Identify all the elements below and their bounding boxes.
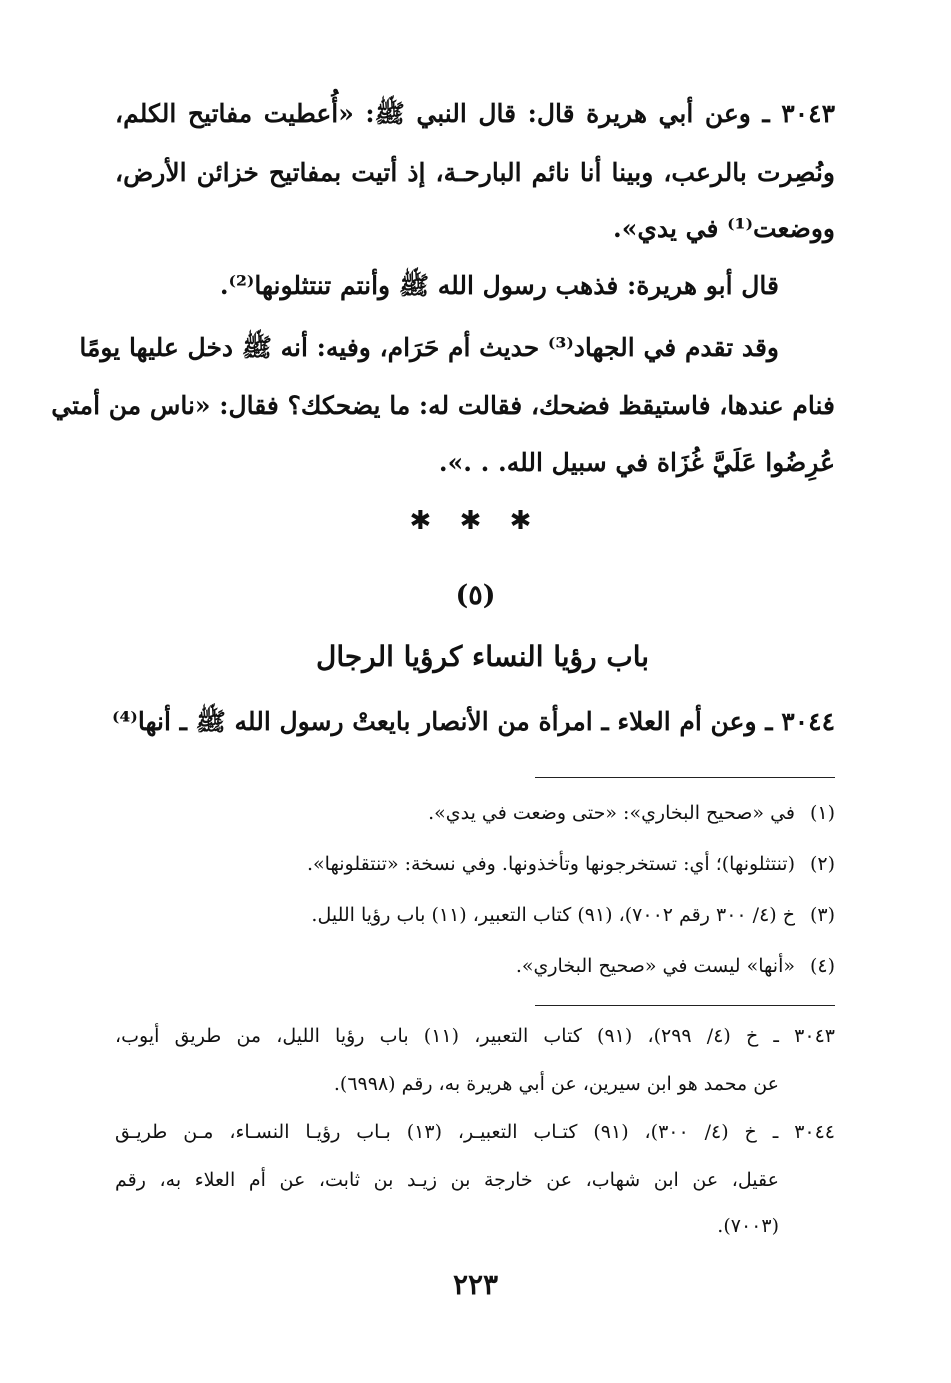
- footnote-number: (٢): [809, 853, 835, 875]
- chapter-number: (٥): [455, 580, 496, 611]
- footnote-number: (١): [809, 802, 835, 824]
- footnote-number: (٣): [809, 904, 835, 926]
- chapter-title: باب رؤيا النساء كرؤيا الرجال: [315, 640, 650, 673]
- footnote-number: (٤): [809, 955, 835, 977]
- footnote-text: (تنتثلونها)؛ أي: تستخرجونها وتأخذونها. وفي نسخة: «تنتقلونها».: [307, 853, 795, 875]
- footnote-1: [115, 802, 835, 824]
- footnote-text: «أنها» ليست في «صحيح البخاري».: [515, 955, 795, 977]
- footnote-2: [115, 853, 835, 875]
- sources-divider: [535, 1005, 835, 1006]
- source-3044-line-3: (٧٠٠٣).: [717, 1215, 779, 1237]
- hadith-3043-line-4: قال أبو هريرة: فذهب رسول الله ﷺ وأنتم تنتثلونها⁽²⁾.: [219, 271, 779, 300]
- hadith-3043-line-7: عُرِضُوا عَلَيَّ غُزَاة في سبيل الله. . .».: [438, 448, 835, 477]
- source-3043-line-2: عن محمد هو ابن سيرين، عن أبي هريرة به، رقم (٦٩٩٨).: [333, 1073, 779, 1095]
- hadith-3043-line-3: ووضعت⁽¹⁾ في يدي».: [612, 214, 835, 243]
- footnote-text: في «صحيح البخاري»: «حتى وضعت في يدي».: [428, 802, 795, 824]
- footnote-4: [115, 955, 835, 977]
- section-separator-stars: ✱ ✱ ✱: [409, 506, 542, 536]
- hadith-3043-line-2: ونُصِرت بالرعب، وبينا أنا نائم البارحـة، إذ أتيت بمفاتيح خزائن الأرض،: [115, 158, 835, 187]
- hadith-3043-line-1: ٣٠٤٣ ـ وعن أبي هريرة قال: قال النبي ﷺ: «أُعطيت مفاتيح الكلم،: [115, 99, 835, 128]
- hadith-3043-line-6: فنام عندها، فاستيقظ فضحك، فقالت له: ما يضحكك؟ فقال: «ناس من أمتي: [51, 391, 835, 420]
- hadith-3044-line-1: ٣٠٤٤ ـ وعن أم العلاء ـ امرأة من الأنصار بايعتْ رسول الله ﷺ ـ أنها⁽⁴⁾: [112, 707, 835, 736]
- footnote-divider: [535, 777, 835, 778]
- source-3044-line-1: ٣٠٤٤ ـ خ (٤/ ٣٠٠)، (٩١) كتـاب التعبيـر، (١٣) بـاب رؤيـا النسـاء، مـن طريـق: [115, 1121, 836, 1143]
- footnote-text: خ (٤/ ٣٠٠ رقم ٧٠٠٢)، (٩١) كتاب التعبير، (١١) باب رؤيا الليل.: [311, 904, 795, 926]
- hadith-3043-line-5: وقد تقدم في الجهاد⁽³⁾ حديث أم حَرَام، وفيه: أنه ﷺ دخل عليها يومًا: [79, 333, 779, 362]
- page-number: ٢٢٣: [452, 1268, 499, 1301]
- footnote-3: [115, 904, 835, 926]
- source-3044-line-2: عقيل، عن ابن شهاب، عن خارجة بن زيـد بن ثابت، عن أم العلاء به، رقم: [115, 1169, 779, 1191]
- source-3043-line-1: ٣٠٤٣ ـ خ (٤/ ٢٩٩)، (٩١) كتاب التعبير، (١١) باب رؤيا الليل، من طريق أيوب،: [115, 1025, 835, 1047]
